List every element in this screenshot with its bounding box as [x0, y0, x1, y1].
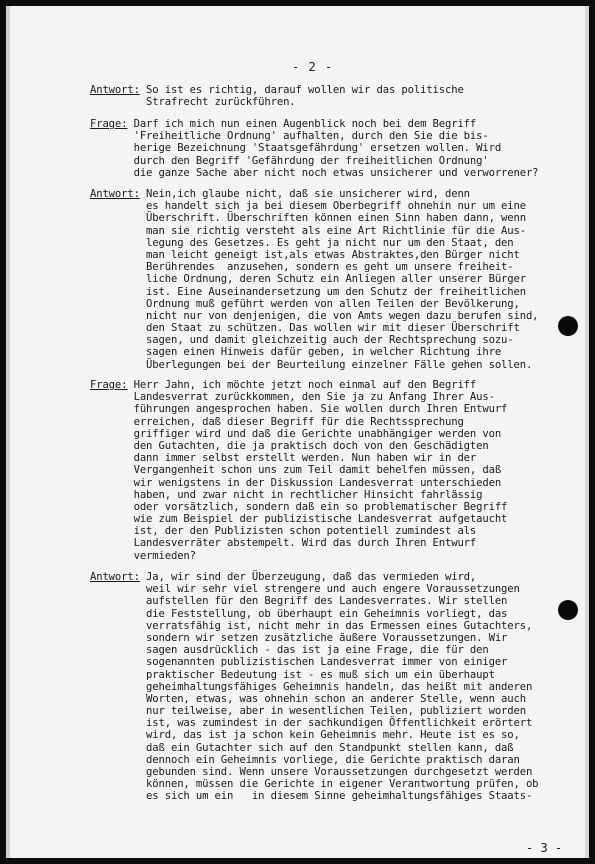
text-line: man leicht geneigt ist,als etwas Abstraktes,den Bürger nicht	[90, 248, 520, 261]
text-line: sagen ausdrücklich - das ist ja eine Frage, die für den	[90, 644, 489, 657]
section-frage-2	[90, 379, 570, 562]
text-line: Ja, wir sind der Überzeugung, daß das vermieden wird,	[139, 571, 477, 583]
text-line: legung des Gesetzes. Es geht ja nicht nur um den Staat, den	[90, 236, 514, 249]
text-line: Landesverräter abstempelt. Wird das durch Ihren Entwurf	[90, 537, 477, 550]
text-line: aufstellen für den Begriff des Landesverrates. Wir stellen	[90, 595, 508, 608]
text-line: können, müssen die Gerichte in eigener Verantwortung prüfen, ob	[90, 778, 539, 791]
text-line: Berührendes anzusehen, sondern es geht um unsere freiheit-	[90, 261, 514, 274]
text-line: es handelt sich ja bei diesem Oberbegriff ohnehin nur um eine	[90, 200, 526, 213]
text-line: wir wenigstens in der Diskussion Landesverrat unterschieden	[90, 476, 502, 489]
text-line: ist. Eine Auseinandersetzung um den Schutz der freiheitlichen	[90, 285, 526, 298]
text-line: sondern wir setzen zusätzliche äußere Voraussetzungen. Wir	[90, 631, 508, 644]
text-line: Vergangenheit schon uns zum Teil damit behelfen müssen, daß	[90, 464, 502, 477]
antwort-label: Antwort:	[90, 188, 140, 200]
section-antwort-2	[90, 188, 570, 371]
text-line: geheimhaltungsfähiges Geheimnis handeln, das heißt mit anderen	[90, 680, 533, 693]
text-line: man sie richtig versteht als eine Art Richtlinie für die Aus-	[90, 224, 526, 237]
text-line: wie zum Beispiel der publizistische Landesverrat aufgetaucht	[90, 513, 508, 526]
section-antwort-3	[90, 571, 570, 803]
text-line: gebunden sind. Wenn unsere Voraussetzungen durchgesetzt werden	[90, 766, 533, 778]
text-line: wird, das ist ja schon kein Geheimnis mehr. Heute ist es so,	[90, 729, 520, 742]
text-line: ist, was zumindest in der sachkundigen Öffentlichkeit erörtert	[90, 717, 533, 730]
section-antwort-1	[90, 84, 570, 108]
text-line: griffiger wird und daß die Gerichte unabhängiger werden von	[90, 427, 502, 440]
text-line: erreichen, daß dieser Begriff für die Rechtssprechung	[90, 415, 464, 428]
punch-hole-upper	[558, 316, 578, 336]
text-line: praktischer Bedeutung ist - es muß sich um ein überhaupt	[90, 668, 495, 681]
text-line: ist, der den Publizisten schon potentiell zumindest als	[90, 525, 477, 538]
text-line: vermieden?	[90, 549, 196, 562]
text-line: Ordnung muß geführt werden von allen Teilen der Bevölkerung,	[90, 297, 520, 310]
text-line: Strafrecht zurückführen.	[90, 96, 296, 109]
text-line: Landesverrat zurückkommen, den Sie ja zu Anfang Ihrer Aus-	[90, 391, 495, 404]
text-line: führungen angesprochen haben. Sie wollen durch Ihren Entwurf	[90, 403, 508, 416]
text-line: daß ein Gutachter sich auf den Standpunkt stellen kann, daß	[90, 741, 514, 754]
frage-label: Frage:	[90, 118, 128, 130]
footer-page-number: - 3 -	[526, 841, 563, 855]
punch-hole-lower	[558, 600, 578, 620]
text-line: oder vorsätzlich, sondern daß ein so problematischer Begriff	[90, 500, 508, 513]
frage-label: Frage:	[90, 379, 128, 391]
scan-edge-mark	[585, 6, 589, 858]
document-page	[6, 6, 589, 858]
text-line: Überschrift. Überschriften können einen Sinn haben dann, wenn	[90, 212, 526, 225]
text-line: dennoch ein Geheimnis vorliege, die Gerichte praktisch daran	[90, 753, 520, 766]
text-line: durch den Begriff 'Gefährdung der freiheitlichen Ordnung'	[90, 154, 489, 167]
antwort-label: Antwort:	[90, 571, 140, 583]
text-line: Herr Jahn, ich möchte jetzt noch einmal auf den Begriff	[127, 379, 477, 391]
text-line: es sich um ein in diesem Sinne geheimhaltungsfähiges Staats-	[90, 790, 533, 803]
text-line: den Staat zu schützen. Das wollen wir mit dieser Überschrift	[90, 322, 520, 335]
text-line: sagen, und damit gleichzeitig auch der Rechtsprechung sozu-	[90, 334, 514, 347]
text-line: den Gutachten, die ja praktisch doch von den Geschädigten	[90, 439, 489, 452]
text-line: verratsfähig ist, nicht mehr in das Ermessen eines Gutachters,	[90, 619, 533, 632]
text-line: die ganze Sache aber nicht noch etwas unsicherer und verworrener?	[90, 166, 539, 179]
text-line: Worten, etwas, was ohnehin schon an anderer Stelle, wenn auch	[90, 692, 526, 705]
text-line: Überlegungen bei der Beurteilung einzelner Fälle gehen sollen.	[90, 358, 533, 371]
text-line: 'Freiheitliche Ordnung' aufhalten, durch den Sie die bis-	[90, 130, 489, 143]
text-line: herige Bezeichnung 'Staatsgefährdung' ersetzen wollen. Wird	[90, 142, 502, 155]
section-frage-1	[90, 118, 570, 179]
text-line: Nein,ich glaube nicht, daß sie unsicherer wird, denn	[139, 188, 470, 200]
text-line: So ist es richtig, darauf wollen wir das politische	[139, 84, 464, 96]
antwort-label: Antwort:	[90, 84, 140, 96]
text-line: nicht nur von denjenigen, die von Amts wegen dazu berufen sind,	[90, 309, 539, 322]
text-line: weil wir sehr viel strengere und auch engere Voraussetzungen	[90, 583, 520, 596]
scan-edge-mark	[6, 6, 10, 858]
text-line: liche Ordnung, deren Schutz ein Anliegen aller unserer Bürger	[90, 273, 526, 286]
text-line: sagen einen Hinweis dafür geben, in welcher Richtung ihre	[90, 346, 502, 359]
text-line: dann immer selbst erstellt werden. Nun haben wir in der	[90, 452, 477, 465]
text-line: die Feststellung, ob überhaupt ein Geheimnis vorliegt, das	[90, 607, 508, 620]
text-line: haben, und zwar nicht in rechtlicher Hinsicht fahrlässig	[90, 488, 483, 501]
text-line: Darf ich mich nun einen Augenblick noch bei dem Begriff	[127, 118, 477, 130]
text-line: nur teilweise, aber in wesentlichen Teilen, publiziert worden	[90, 705, 526, 718]
page-number: - 2 -	[292, 60, 334, 74]
text-line: sogenannten publizistischen Landesverrat immer von einiger	[90, 656, 508, 669]
